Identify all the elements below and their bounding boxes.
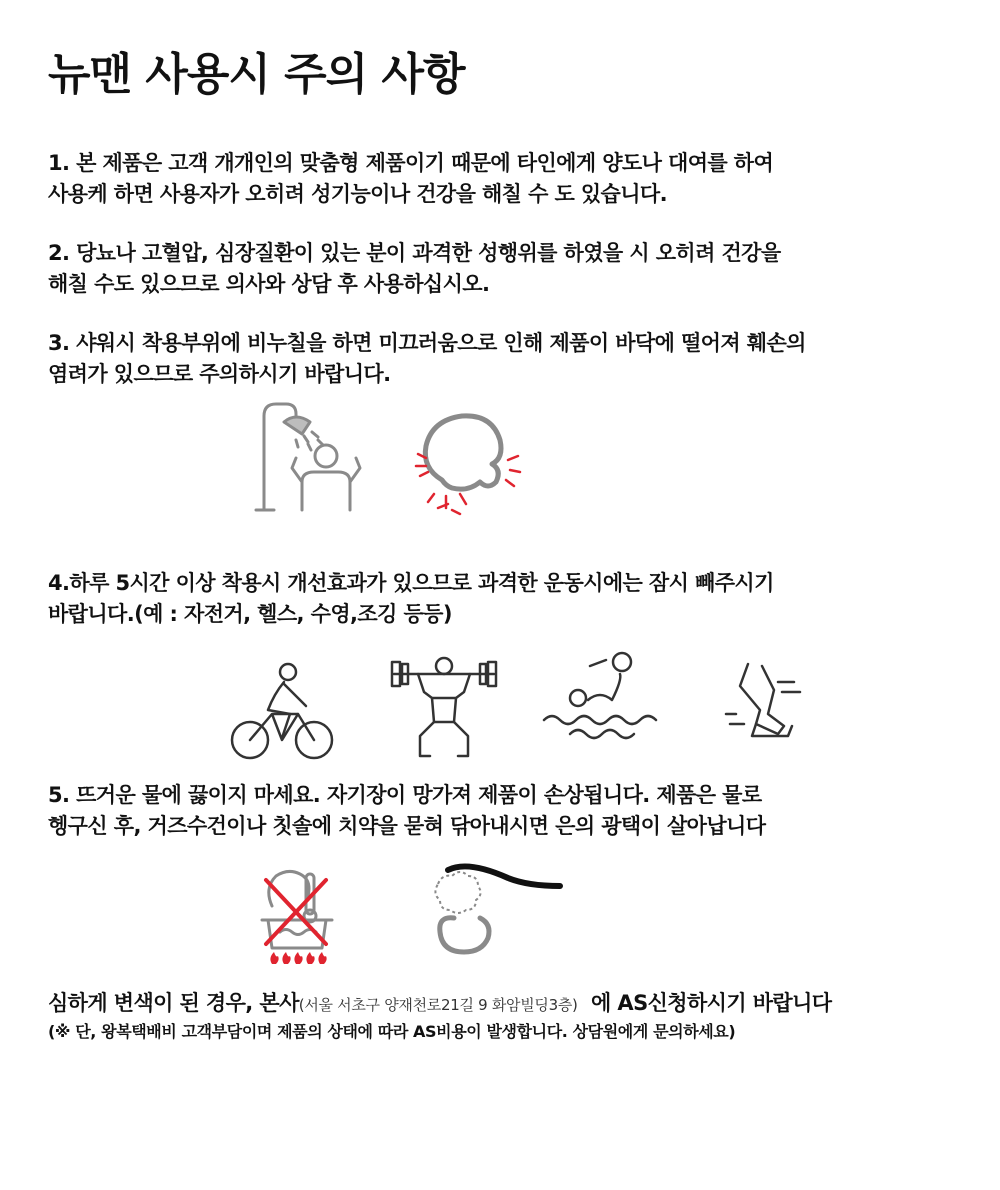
- no-boiling-icon: [254, 866, 338, 968]
- note-5: [48, 780, 765, 842]
- note-2-line-2: 해칠 수도 있으므로 의사와 상담 후 사용하십시오.: [48, 272, 490, 296]
- note-1: [48, 148, 773, 210]
- shower-icon: [250, 398, 370, 516]
- note-3-line-1: 3. 샤워시 착용부위에 비누칠을 하면 미끄러움으로 인해 제품이 바닥에 떨어져 훼손의: [48, 331, 806, 355]
- dropped-ring-icon: [412, 408, 522, 516]
- note-5-line-2: 헹구신 후, 거즈수건이나 칫솔에 치약을 묻혀 닦아내시면 은의 광택이 살아납니다: [48, 814, 766, 838]
- weightlifting-icon: [388, 652, 500, 762]
- hq-address: (서울 서초구 양재천로21길 9 화암빌딩3층): [298, 996, 578, 1014]
- note-1-line-1: 1. 본 제품은 고객 개개인의 맞춤형 제품이기 때문에 타인에게 양도나 대여를 하여: [48, 151, 774, 175]
- note-4: [48, 568, 774, 630]
- as-notice-lead: 심하게 변색이 된 경우, 본사: [48, 991, 299, 1015]
- note-4-line-2: 바랍니다.(예 : 자전거, 헬스, 수영,조깅 등등): [48, 602, 452, 626]
- swimming-icon: [540, 650, 664, 744]
- note-4-line-1: 4.하루 5시간 이상 착용시 개선효과가 있으므로 과격한 운동시에는 잠시 빼주시기: [48, 571, 774, 595]
- note-2-line-1: 2. 당뇨나 고혈압, 심장질환이 있는 분이 과격한 성행위를 하였을 시 오히려 건강을: [48, 241, 781, 265]
- as-notice-line-2: (※ 단, 왕복택배비 고객부담이며 제품의 상태에 따라 AS비용이 발생합니다. 상담원에게 문의하세요): [48, 1022, 736, 1041]
- running-icon: [722, 660, 806, 744]
- note-2: [48, 238, 781, 300]
- as-notice-line-1: [48, 988, 831, 1020]
- note-1-line-2: 사용케 하면 사용자가 오히려 성기능이나 건강을 해칠 수 도 있습니다.: [48, 182, 667, 206]
- toothbrush-cleaning-icon: [428, 858, 564, 958]
- cycling-icon: [228, 654, 336, 762]
- as-notice: [48, 988, 831, 1044]
- note-3-line-2: 염려가 있으므로 주의하시기 바랍니다.: [48, 362, 391, 386]
- note-5-line-1: 5. 뜨거운 물에 끓이지 마세요. 자기장이 망가져 제품이 손상됩니다. 제품은 물로: [48, 783, 762, 807]
- note-3: [48, 328, 806, 390]
- as-notice-request: 에 AS신청하시기 바랍니다: [577, 991, 832, 1015]
- page-title: 뉴맨 사용시 주의 사항: [48, 49, 465, 100]
